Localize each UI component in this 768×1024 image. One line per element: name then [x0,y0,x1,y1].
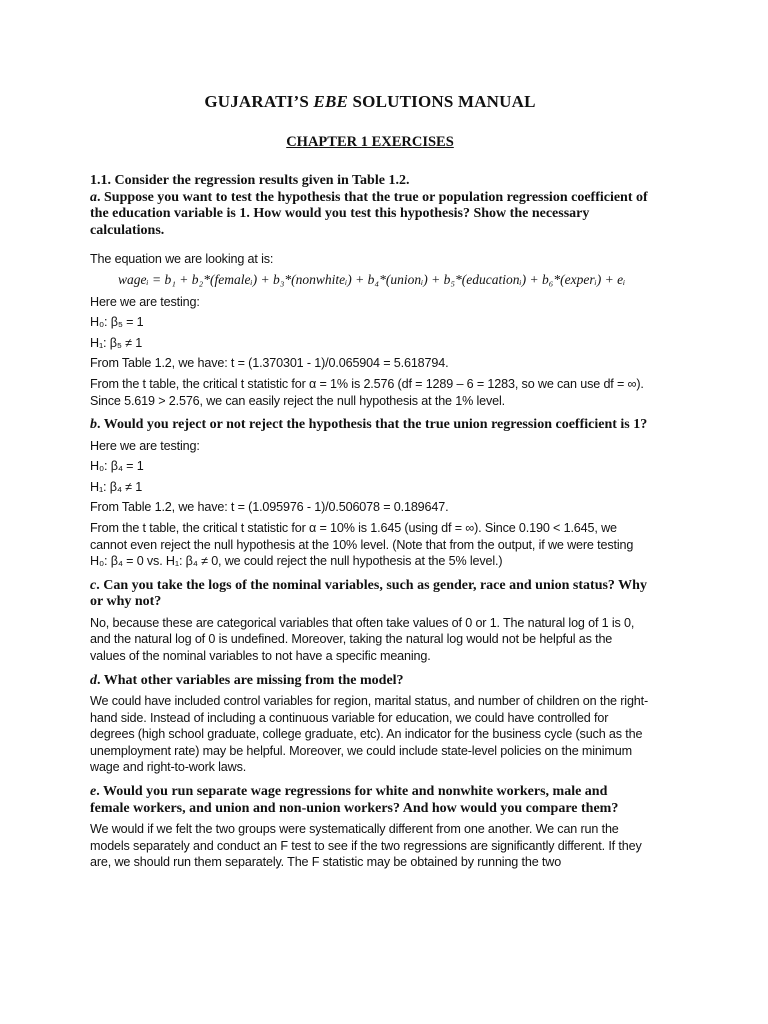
testing-a-label: Here we are testing: [90,294,200,309]
answer-d: We could have included control variables for region, marital status, and number of children on the right-hand side. Instead of including a continuous variable for education, we could have controlled for degrees (high school graduate, college graduate, etc). An indicator for the business cycle (such as the unemployment rate) may be helpful. Moreover, we could include state-level policies on the minimum wage and right-to-work laws. [90,694,649,775]
question-c-letter: c [90,577,97,593]
question-b-letter: b [90,417,97,433]
question-a-text: . Suppose you want to test the hypothesis that the true or population regression coefficient of the education variable is 1. How would you test this hypothesis? Show the necessary calculations. [90,189,648,238]
question-e-letter: e [90,784,97,800]
chapter-heading: CHAPTER 1 EXERCISES [286,134,454,150]
question-intro: 1.1. Consider the regression results given in Table 1.2. [90,173,410,188]
answer-a-lead: The equation we are looking at is: [90,252,274,266]
question-e-text: . Would you run separate wage regressions for white and nonwhite workers, male and female workers, and union and non-union workers? And how would you compare them? [90,784,619,816]
regression-equation: wageᵢ = b₁ + b₂*(femaleᵢ) + b₃*(nonwhiteᵢ) + b₄*(unionᵢ) + b₅*(educationᵢ) + b₆*(experᵢ) + eᵢ [118,271,626,287]
page-title [90,92,650,112]
calculation-a: From Table 1.2, we have: t = (1.370301 - 1)/0.065904 = 5.618794. [90,356,449,371]
question-b-text: . Would you reject or not reject the hypothesis that the true union regression coefficient is 1? [97,417,648,433]
null-hypothesis-a: H₀: β₅ = 1 [90,315,144,330]
question-e [90,784,650,817]
title-emphasis: EBE [313,92,349,111]
testing-b-label: Here we are testing: [90,438,200,453]
question-d [90,673,650,690]
question-c [90,578,650,611]
document-page [90,92,650,871]
calculation-b: From Table 1.2, we have: t = (1.095976 - 1)/0.506078 = 0.189647. [90,500,449,515]
question-d-text: . What other variables are missing from the model? [97,672,404,688]
question-c-text: . Can you take the logs of the nominal variables, such as gender, race and union status? Why or why not? [90,577,647,610]
title-suffix: SOLUTIONS MANUAL [348,92,536,111]
answer-c: No, because these are categorical variables that often take values of 0 or 1. The natural log of 1 is 0, and the natural log of 0 is undefined. Moreover, taking the natural log would not be helpful as the values of the nominal variables to not have a specific meaning. [90,615,635,663]
question-a-letter: a [90,189,97,205]
question-d-letter: d [90,672,97,688]
question-b [90,417,650,434]
answer-e: We would if we felt the two groups were systematically different from one another. We can run the models separately and conduct an F test to see if the two regressions are significantly different. If they are, we should run them separately. The F statistic may be obtained by running the two [90,822,642,870]
alt-hypothesis-a: H₁: β₅ ≠ 1 [90,335,143,350]
conclusion-a: From the t table, the critical t statistic for α = 1% is 2.576 (df = 1289 – 6 = 1283, so we can use df = ∞). Since 5.619 > 2.576, we can easily reject the null hypothesis at the 1% level. [90,376,644,408]
title-prefix: GUJARATI’S [204,92,314,111]
alt-hypothesis-b: H₁: β₄ ≠ 1 [90,479,143,494]
null-hypothesis-b: H₀: β₄ = 1 [90,459,144,474]
conclusion-b: From the t table, the critical t statistic for α = 10% is 1.645 (using df = ∞). Since 0.190 < 1.645, we cannot even reject the null hypothesis at the 10% level. (Note that from the output, if we were testing H₀: β₄ = 0 vs. H₁: β₄ ≠ 0, we could reject the null hypothesis at the 5% level.) [90,521,634,569]
question-a [90,190,650,240]
